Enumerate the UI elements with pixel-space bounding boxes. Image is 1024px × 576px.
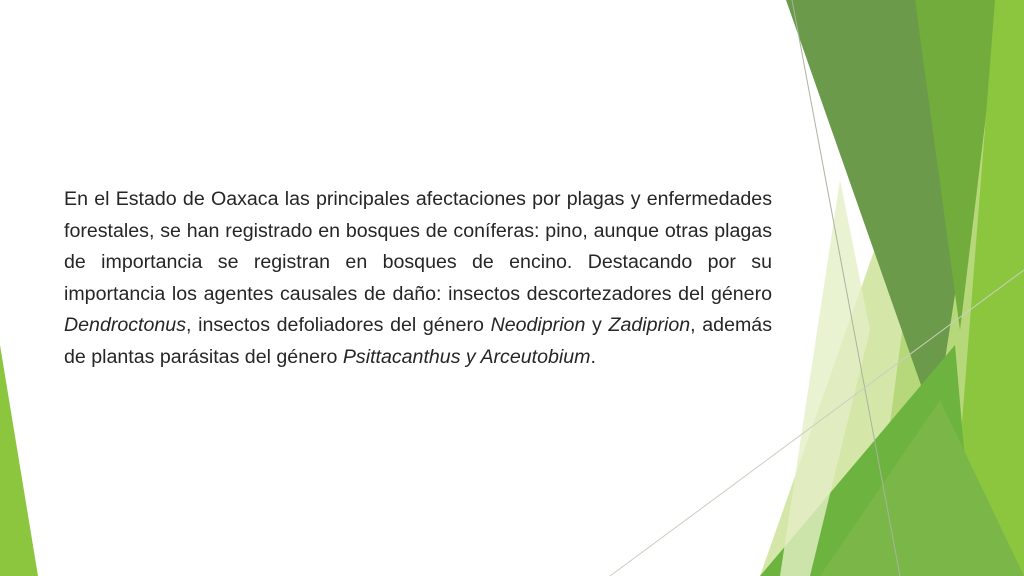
text-run: . <box>590 345 596 368</box>
text-run: y <box>585 314 609 337</box>
text-run: , insectos defoliadores del género <box>186 314 491 337</box>
italic-run: Psittacanthus y Arceutobium <box>342 345 591 368</box>
left-edge-sliver <box>0 345 38 576</box>
italic-run: Zadiprion <box>608 314 691 337</box>
italic-run: Neodiprion <box>490 314 586 337</box>
body-paragraph <box>64 184 772 374</box>
text-run: En el Estado de Oaxaca las principales afectaciones por plagas y enfermedades forestales, se han registrado en bosques de coníferas: pino, aunque otras plagas de importancia se registran en bosques de encino. Destacando por su importancia los agentes causales de daño: insectos descortezadores del género <box>64 188 772 305</box>
text-run: , además de plantas parásitas del género <box>64 314 772 368</box>
italic-run: Dendroctonus <box>64 314 186 337</box>
